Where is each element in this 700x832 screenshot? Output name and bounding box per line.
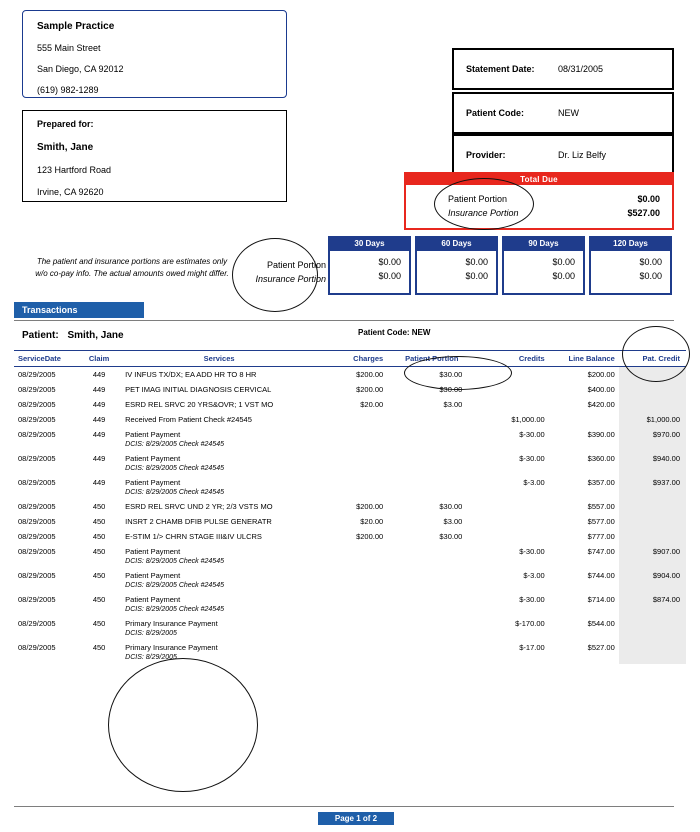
patient-code-box	[452, 92, 674, 134]
cell-claim: 449	[92, 400, 106, 409]
cell-credits	[476, 382, 548, 397]
aging-column-60	[415, 236, 498, 295]
cell-patient-portion: $30.00	[439, 370, 463, 379]
cell-claim: 450	[92, 547, 106, 556]
cell-service: Patient Payment DCIS: 8/29/2005 Check #24545	[121, 568, 317, 592]
transactions-divider	[14, 320, 674, 321]
cell-pat-credit: $907.00	[619, 544, 686, 568]
cell-service: ESRD REL SRVC 20 YRS&OVR; 1 VST MO	[125, 400, 274, 409]
cell-credits: $1,000.00	[511, 415, 545, 424]
prepared-for-label: Prepared for:	[37, 119, 94, 129]
cell-service: PET IMAG INITIAL DIAGNOSIS CERVICAL	[125, 385, 272, 394]
cell-credits: $-30.00	[519, 430, 545, 439]
cell-claim: 450	[92, 571, 106, 580]
table-row	[14, 499, 686, 514]
cell-service-date: 08/29/2005	[18, 595, 56, 604]
cell-line-balance: $544.00	[587, 619, 615, 628]
cell-credits	[476, 529, 548, 544]
cell-service: Patient Payment DCIS: 8/29/2005 Check #24545	[121, 592, 317, 616]
statement-date-box	[452, 48, 674, 90]
cell-pat-credit: $940.00	[619, 451, 686, 475]
cell-claim: 449	[92, 454, 106, 463]
table-row	[14, 475, 686, 499]
transactions-section-header: Transactions	[14, 302, 144, 318]
cell-line-balance: $557.00	[587, 502, 615, 511]
cell-credits	[476, 397, 548, 412]
cell-charges	[317, 592, 387, 616]
cell-line-balance: $714.00	[587, 595, 615, 604]
cell-claim: 450	[92, 619, 106, 628]
cell-patient-portion	[387, 568, 476, 592]
cell-service-date: 08/29/2005	[18, 415, 56, 424]
statement-date-label: Statement Date:	[466, 64, 535, 74]
cell-line-balance: $357.00	[587, 478, 615, 487]
cell-service: E-STIM 1/> CHRN STAGE III&IV ULCRS	[125, 532, 262, 541]
aging-30-insurance: $0.00	[378, 271, 401, 281]
cell-service-date: 08/29/2005	[18, 430, 56, 439]
cell-patient-portion: $30.00	[439, 502, 463, 511]
row-subtext: DCIS: 8/29/2005 Check #24545	[125, 558, 224, 565]
cell-charges: $200.00	[356, 502, 384, 511]
cell-service: Patient Payment DCIS: 8/29/2005 Check #24545	[121, 475, 317, 499]
cell-claim: 450	[92, 595, 106, 604]
col-patient-portion: Patient Portion	[387, 351, 476, 367]
cell-charges	[317, 412, 387, 427]
table-row	[14, 451, 686, 475]
cell-claim: 449	[92, 430, 106, 439]
cell-charges: $20.00	[360, 517, 384, 526]
total-due-body	[406, 185, 672, 228]
cell-pat-credit: $874.00	[619, 592, 686, 616]
table-row	[14, 367, 686, 383]
cell-patient-portion: $30.00	[439, 385, 463, 394]
cell-credits: $-30.00	[519, 595, 545, 604]
table-row	[14, 616, 686, 640]
cell-patient-portion	[387, 451, 476, 475]
cell-charges	[317, 475, 387, 499]
cell-service: Patient Payment DCIS: 8/29/2005 Check #24545	[121, 427, 317, 451]
cell-patient-portion	[387, 640, 476, 664]
cell-charges	[317, 544, 387, 568]
col-credits: Credits	[476, 351, 548, 367]
aging-body-120	[589, 251, 672, 295]
cell-claim: 450	[92, 502, 106, 511]
practice-address-line-1: 555 Main Street	[37, 43, 101, 53]
col-service-date: ServiceDate	[14, 351, 77, 367]
row-subtext: DCIS: 8/29/2005	[125, 630, 177, 637]
cell-patient-portion	[387, 475, 476, 499]
cell-patient-portion	[387, 544, 476, 568]
cell-service-date: 08/29/2005	[18, 547, 56, 556]
provider-box	[452, 134, 674, 176]
table-row	[14, 544, 686, 568]
patient-code-label: Patient Code:	[466, 108, 525, 118]
cell-pat-credit: $1,000.00	[619, 412, 686, 427]
cell-service: ESRD REL SRVC UND 2 YR; 2/3 VSTS MO	[125, 502, 273, 511]
patient-heading	[22, 330, 124, 341]
aging-head-120: 120 Days	[589, 236, 672, 251]
cell-pat-credit	[619, 397, 686, 412]
cell-service-date: 08/29/2005	[18, 571, 56, 580]
cell-charges: $200.00	[356, 532, 384, 541]
cell-patient-portion	[387, 412, 476, 427]
cell-line-balance: $400.00	[587, 385, 615, 394]
recipient-address-line-2: Irvine, CA 92620	[37, 187, 104, 197]
row-subtext: DCIS: 8/29/2005 Check #24545	[125, 441, 224, 448]
aging-label-patient: Patient Portion	[266, 260, 326, 270]
aging-column-30	[328, 236, 411, 295]
total-due-insurance-value: $527.00	[627, 208, 660, 218]
cell-line-balance: $200.00	[587, 370, 615, 379]
table-row	[14, 427, 686, 451]
cell-line-balance	[549, 412, 619, 427]
cell-patient-portion: $3.00	[443, 517, 463, 526]
cell-service-date: 08/29/2005	[18, 385, 56, 394]
cell-patient-portion: $3.00	[443, 400, 463, 409]
page-indicator: Page 1 of 2	[318, 812, 394, 825]
col-claim: Claim	[77, 351, 121, 367]
footer-divider	[14, 806, 674, 807]
table-row	[14, 568, 686, 592]
total-due-patient-value: $0.00	[637, 194, 660, 204]
practice-phone: (619) 982-1289	[37, 85, 99, 95]
practice-name: Sample Practice	[37, 21, 115, 32]
cell-pat-credit: $937.00	[619, 475, 686, 499]
cell-service: Primary Insurance Payment DCIS: 8/29/2005	[121, 616, 317, 640]
row-subtext: DCIS: 8/29/2005 Check #24545	[125, 606, 224, 613]
cell-service-date: 08/29/2005	[18, 370, 56, 379]
cell-line-balance: $747.00	[587, 547, 615, 556]
estimate-disclaimer: The patient and insurance portions are estimates only w/o co-pay info. The actual amounts owed might differ.	[35, 257, 229, 278]
cell-credits	[476, 499, 548, 514]
table-row	[14, 529, 686, 544]
cell-claim: 449	[92, 415, 106, 424]
aging-body-90	[502, 251, 585, 295]
cell-claim: 449	[92, 385, 106, 394]
total-due-panel	[404, 172, 674, 230]
aging-table	[328, 236, 674, 295]
cell-service: Patient Payment DCIS: 8/29/2005 Check #24545	[121, 451, 317, 475]
cell-service-date: 08/29/2005	[18, 400, 56, 409]
cell-line-balance: $744.00	[587, 571, 615, 580]
statement-date-value: 08/31/2005	[558, 64, 604, 74]
row-subtext: DCIS: 8/29/2005 Check #24545	[125, 465, 224, 472]
aging-label-insurance: Insurance Portion	[255, 274, 326, 284]
cell-charges: $20.00	[360, 400, 384, 409]
cell-service-date: 08/29/2005	[18, 478, 56, 487]
cell-pat-credit	[619, 367, 686, 383]
aging-90-insurance: $0.00	[552, 271, 575, 281]
aging-row-labels	[238, 258, 326, 286]
col-pat-credit: Pat. Credit	[619, 351, 686, 367]
aging-body-30	[328, 251, 411, 295]
cell-service: Primary Insurance Payment DCIS: 8/29/2005	[121, 640, 317, 664]
cell-charges	[317, 451, 387, 475]
total-due-insurance-label: Insurance Portion	[448, 208, 519, 218]
cell-patient-portion: $30.00	[439, 532, 463, 541]
cell-credits	[476, 367, 548, 383]
cell-line-balance: $527.00	[587, 643, 615, 652]
aging-head-30: 30 Days	[328, 236, 411, 251]
aging-120-patient: $0.00	[639, 257, 662, 267]
aging-column-90	[502, 236, 585, 295]
cell-pat-credit: $904.00	[619, 568, 686, 592]
cell-service: INSRT 2 CHAMB DFIB PULSE GENERATR	[125, 517, 272, 526]
cell-pat-credit	[619, 514, 686, 529]
table-row	[14, 592, 686, 616]
table-header-row	[14, 351, 686, 367]
row-subtext: DCIS: 8/29/2005 Check #24545	[125, 489, 224, 496]
patient-code-inline: Patient Code: NEW	[358, 328, 431, 337]
aging-90-patient: $0.00	[552, 257, 575, 267]
cell-service: Received From Patient Check #24545	[125, 415, 252, 424]
cell-service-date: 08/29/2005	[18, 619, 56, 628]
table-row	[14, 412, 686, 427]
cell-charges: $200.00	[356, 385, 384, 394]
cell-service-date: 08/29/2005	[18, 532, 56, 541]
cell-charges	[317, 427, 387, 451]
cell-pat-credit	[619, 640, 686, 664]
row-subtext: DCIS: 8/29/2005 Check #24545	[125, 582, 224, 589]
patient-heading-label: Patient:	[22, 330, 59, 341]
cell-credits: $-3.00	[523, 478, 545, 487]
aging-120-insurance: $0.00	[639, 271, 662, 281]
cell-claim: 449	[92, 370, 106, 379]
cell-charges: $200.00	[356, 370, 384, 379]
aging-60-insurance: $0.00	[465, 271, 488, 281]
cell-pat-credit	[619, 616, 686, 640]
cell-patient-portion	[387, 427, 476, 451]
table-row	[14, 514, 686, 529]
prepared-for-box	[22, 110, 287, 202]
table-row	[14, 382, 686, 397]
cell-patient-portion	[387, 592, 476, 616]
row-subtext: DCIS: 8/29/2005	[125, 654, 177, 661]
provider-value: Dr. Liz Belfy	[558, 150, 607, 160]
transactions-table	[14, 350, 686, 664]
recipient-name: Smith, Jane	[37, 142, 94, 153]
aging-head-90: 90 Days	[502, 236, 585, 251]
cell-service-date: 08/29/2005	[18, 502, 56, 511]
aging-column-120	[589, 236, 672, 295]
recipient-address-line-1: 123 Hartford Road	[37, 165, 112, 175]
cell-credits: $-30.00	[519, 454, 545, 463]
cell-credits: $-170.00	[515, 619, 545, 628]
cell-pat-credit	[619, 499, 686, 514]
total-due-patient-label: Patient Portion	[448, 194, 508, 204]
cell-line-balance: $777.00	[587, 532, 615, 541]
cell-charges	[317, 640, 387, 664]
cell-line-balance: $577.00	[587, 517, 615, 526]
cell-pat-credit	[619, 529, 686, 544]
total-due-patient-row	[406, 192, 672, 206]
col-charges: Charges	[317, 351, 387, 367]
aging-head-60: 60 Days	[415, 236, 498, 251]
cell-credits	[476, 514, 548, 529]
cell-claim: 450	[92, 643, 106, 652]
patient-heading-name: Smith, Jane	[67, 330, 124, 341]
cell-patient-portion	[387, 616, 476, 640]
cell-service: IV INFUS TX/DX; EA ADD HR TO 8 HR	[125, 370, 257, 379]
cell-line-balance: $420.00	[587, 400, 615, 409]
aging-30-patient: $0.00	[378, 257, 401, 267]
col-line-balance: Line Balance	[549, 351, 619, 367]
table-row	[14, 397, 686, 412]
practice-address-line-2: San Diego, CA 92012	[37, 64, 124, 74]
annotation-ellipse-payments	[108, 658, 258, 792]
aging-body-60	[415, 251, 498, 295]
practice-info-box	[22, 10, 287, 98]
total-due-title: Total Due	[406, 174, 672, 185]
cell-charges	[317, 568, 387, 592]
cell-charges	[317, 616, 387, 640]
cell-credits: $-17.00	[519, 643, 545, 652]
col-services: Services	[121, 351, 317, 367]
cell-claim: 450	[92, 517, 106, 526]
cell-line-balance: $360.00	[587, 454, 615, 463]
cell-service-date: 08/29/2005	[18, 517, 56, 526]
cell-credits: $-3.00	[523, 571, 545, 580]
cell-claim: 450	[92, 532, 106, 541]
total-due-insurance-row	[406, 206, 672, 220]
provider-label: Provider:	[466, 150, 506, 160]
cell-service-date: 08/29/2005	[18, 454, 56, 463]
cell-claim: 449	[92, 478, 106, 487]
cell-pat-credit: $970.00	[619, 427, 686, 451]
table-row	[14, 640, 686, 664]
cell-line-balance: $390.00	[587, 430, 615, 439]
patient-code-value: NEW	[558, 108, 579, 118]
cell-credits: $-30.00	[519, 547, 545, 556]
aging-60-patient: $0.00	[465, 257, 488, 267]
cell-service: Patient Payment DCIS: 8/29/2005 Check #24545	[121, 544, 317, 568]
cell-pat-credit	[619, 382, 686, 397]
cell-service-date: 08/29/2005	[18, 643, 56, 652]
